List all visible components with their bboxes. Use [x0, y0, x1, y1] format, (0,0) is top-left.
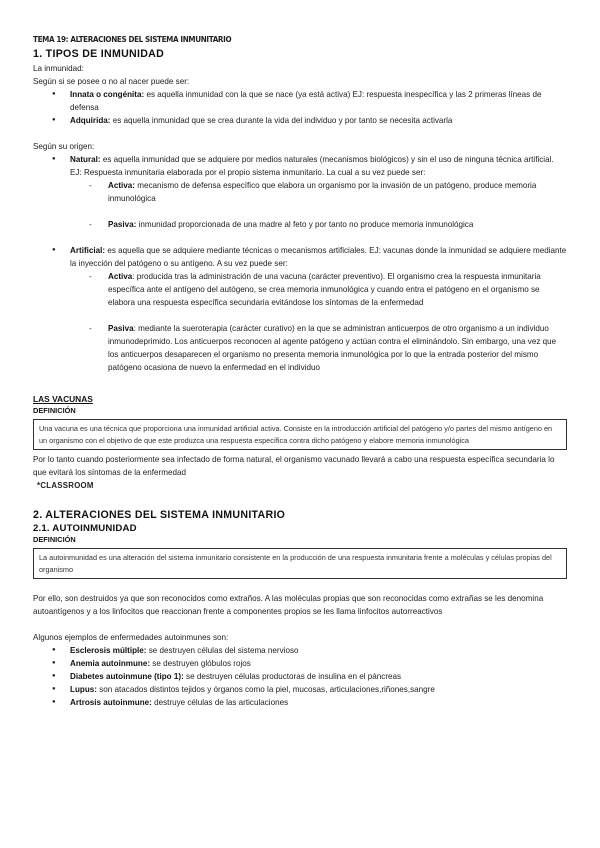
autoimmunity-definition-label: DEFINICIÓN [33, 535, 76, 545]
list-item [33, 683, 567, 696]
disease-label: Lupus: [70, 685, 97, 695]
intro-line-2: Según si se posee o no al nacer puede ser: [33, 77, 190, 86]
list-item [33, 644, 567, 657]
disease-text: se destruyen células del sistema nervioso [146, 646, 299, 656]
natural-activa-text: mecanismo de defensa específico que elabora un organismo por la invasión de un patógeno, produce memoria inmunológica [108, 181, 537, 203]
origin-line: Según su origen: [33, 142, 95, 151]
natural-pasiva-text: inmunidad proporcionada de una madre al feto y por tanto no produce memoria inmunológica [136, 220, 474, 229]
disease-label: Esclerosis múltiple: [70, 646, 147, 656]
disease-label: Artrosis autoinmune: [70, 698, 152, 708]
natural-text: es aquella inmunidad que se adquiere por medios naturales (mecanismos biológicos) y sin el uso de ninguna técnica artificial. EJ: Respuesta inmunitaria elaborada por el propio sistema inmunitario. La cual a su vez puede ser: [70, 155, 554, 177]
vaccines-followup: Por lo tanto cuando posteriormente sea infectado de forma natural, el organismo vacunado llevará a cabo una respuesta específica secundaria lo que evitará los síntomas de la enfermedad [33, 455, 555, 478]
vaccines-heading: LAS VACUNAS [33, 394, 93, 404]
natural-pasiva-label: Pasiva: [108, 220, 137, 229]
document-title: TEMA 19: ALTERACIONES DEL SISTEMA INMUNITARIO [33, 34, 232, 44]
adquirida-label: Adquirida: [70, 116, 111, 125]
disease-text: se destruyen glóbulos rojos [150, 659, 251, 669]
natural-sublist [70, 179, 567, 231]
artificial-activa-text: : producida tras la administración de una vacuna (carácter preventivo). El organismo crea la respuesta inmunitaria específica ante el antígeno del autógeno, se crea memoria inmunológica y cuando entra el patógeno en el organismo se elabora una respuesta específica secundaria evitándose los síntomas de la enfermedad [108, 272, 541, 307]
artificial-pasiva-label: Pasiva [108, 324, 134, 333]
disease-text: destruye células de las articulaciones [151, 698, 289, 708]
list-item [33, 696, 567, 709]
artificial-sublist [70, 270, 567, 374]
artificial-text: es aquella que se adquiere mediante técnicas o mecanismos artificiales. EJ: vacunas donde la inmunidad se adquiere mediante la inyección del patógeno o su antígeno. A su vez puede ser: [70, 246, 567, 268]
artificial-label: Artificial: [70, 246, 106, 255]
list-item-natural-pasiva [86, 218, 567, 231]
examples-intro: Algunos ejemplos de enfermedades autoinmunes son: [33, 633, 229, 643]
autoimmunity-paragraph: Por ello, son destruidos ya que son reconocidos como extraños. A las moléculas propias que son reconocidas como extrañas se les denomina autoantígenos y a los linfocitos que reaccionan frente a componentes propios se les llama linfocitos autorreactivos [33, 594, 544, 617]
innata-text: es aquella inmunidad con la que se nace (ya está activa) EJ: respuesta inespecífica y las 2 primeras líneas de defensa [70, 90, 542, 112]
section-1-heading: 1. TIPOS DE INMUNIDAD [33, 48, 165, 60]
vaccines-definition-box: Una vacuna es una técnica que proporciona una inmunidad artificial activa. Consiste en la introducción artificial del patógeno y/o partes del mismo antígeno en un organismo con el objetivo de que este produzca una respuesta específica contra dicho patógeno y elabore memoria inmunológica [33, 419, 567, 450]
adquirida-text: es aquella inmunidad que se crea durante la vida del individuo y por tanto se necesita activarla [110, 116, 453, 125]
disease-text: son atacados distintos tejidos y órganos como la piel, mucosas, articulaciones,riñones,sangre [96, 685, 435, 695]
classroom-note: *CLASSROOM [37, 481, 94, 491]
origin-list [33, 153, 567, 374]
document-page [33, 34, 567, 709]
disease-label: Anemia autoinmune: [70, 659, 151, 669]
disease-text: se destruyen células productoras de insulina en el páncreas [183, 672, 402, 682]
autoimmunity-definition-box: La autoinmunidad es una alteración del sistema inmunitario consistente en la producción de una respuesta inmunitaria frente a moléculas y células propias del organismo [33, 548, 567, 579]
birth-immunity-list [33, 88, 567, 127]
list-item-artificial-pasiva [86, 322, 567, 374]
list-item-adquirida [33, 114, 567, 127]
section-2-heading: 2. ALTERACIONES DEL SISTEMA INMUNITARIO [33, 509, 286, 522]
disease-label: Diabetes autoinmune (tipo 1): [70, 672, 184, 682]
natural-label: Natural: [70, 155, 101, 164]
artificial-pasiva-text: : mediante la sueroterapia (carácter curativo) en la que se administran anticuerpos de otro organismo a un individuo inmunodeprimido. Los anticuerpos reconocen al agente patógeno y actúan contra el eliminándolo. Sin embargo, una vez que los anticuerpos desaparecen el organismo no presenta memoria inmunológica por lo que la entrada posterior del mismo patógeno ocasiona de nuevo la enfermedad en el individuo [108, 324, 557, 372]
autoimmune-diseases-list [33, 644, 567, 709]
list-item-natural-activa [86, 179, 567, 205]
natural-activa-label: Activa: [108, 181, 135, 190]
artificial-activa-label: Activa [108, 272, 133, 281]
list-item [33, 657, 567, 670]
list-item [33, 670, 567, 683]
list-item-natural [33, 153, 567, 231]
vaccines-definition-label: DEFINICIÓN [33, 406, 76, 415]
list-item-innata [33, 88, 567, 114]
intro-line-1: La inmunidad: [33, 64, 84, 73]
list-item-artificial [33, 244, 567, 374]
list-item-artificial-activa [86, 270, 567, 309]
innata-label: Innata o congénita: [70, 90, 145, 99]
subsection-autoimmunity: 2.1. AUTOINMUNIDAD [33, 523, 137, 535]
